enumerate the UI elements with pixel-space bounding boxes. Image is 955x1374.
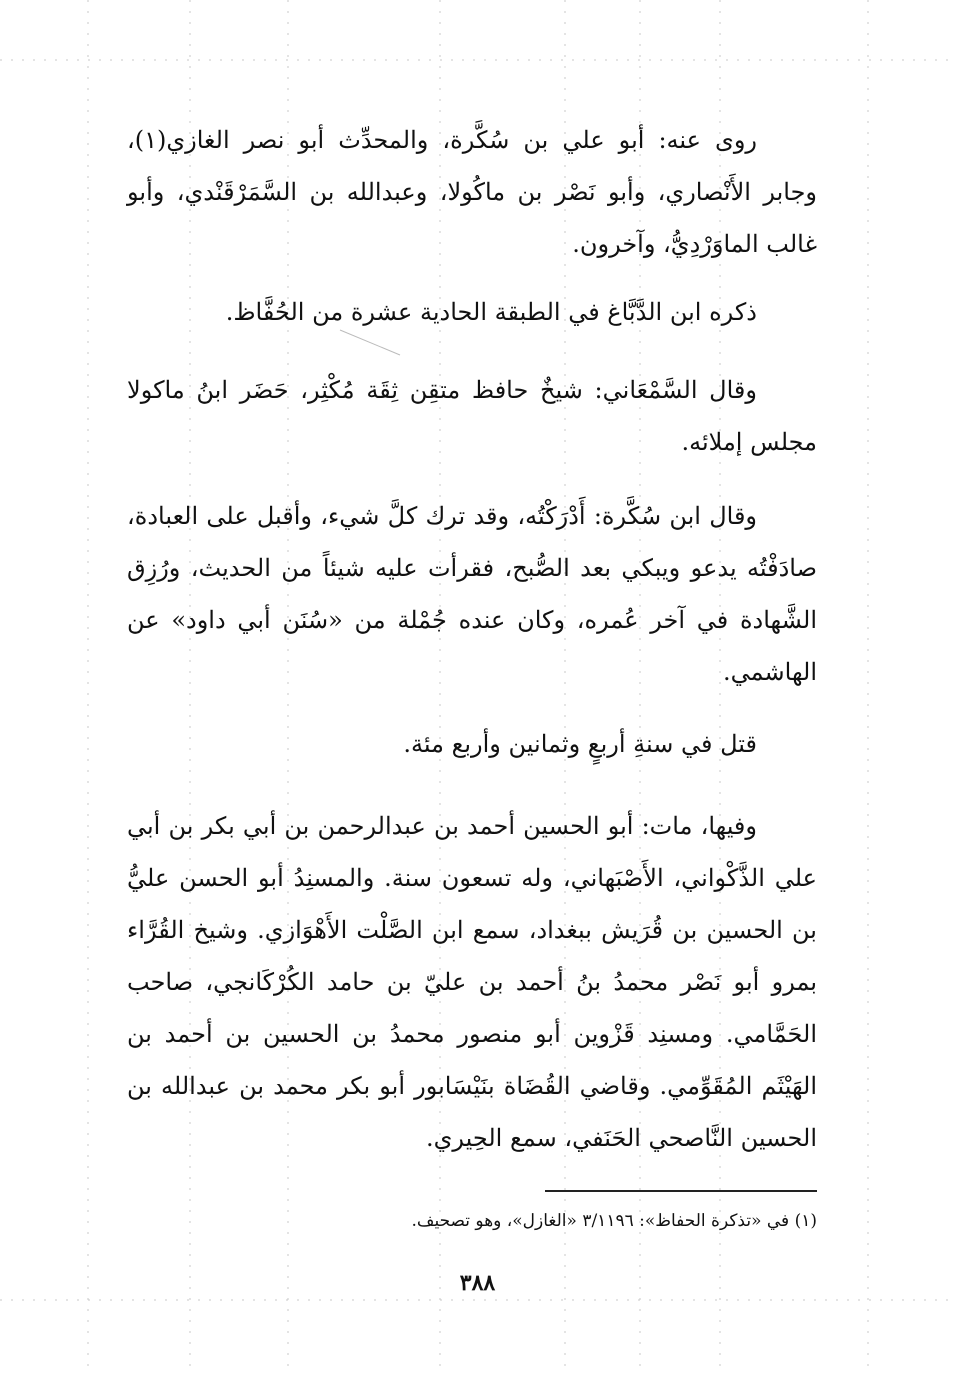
footnote-separator <box>545 1190 817 1192</box>
paragraph-narrators: روى عنه: أبو علي بن سُكَّرة، والمحدِّث أبو نصر الغازي(١)، وجابر الأَنْصاري، وأبو نَصْر بن ماكُولا، وعبدالله بن السَّمَرْقَنْدي، وأبو غالب الماوَرْدِيُّ، وآخرون. <box>127 126 817 258</box>
footnote: (١) في «تذكرة الحفاظ»: ٣/١١٩٦ «الغازل»، وهو تصحيف. <box>411 1211 817 1231</box>
paragraph-samani: وقال السَّمْعَاني: شيخٌ حافظ متقِن ثِقَة مُكْثِر، حَضَر ابنُ ماكولا مجلس إملائه. <box>127 376 817 456</box>
paragraph-ibn-sukkara: وقال ابن سُكَّرة: أَدْرَكْتُه، وقد ترك كلَّ شيء، وأقبل على العبادة، صادَفْتُه يدعو ويبكي بعد الصُّبح، فقرأت عليه شيئاً من الحديث، ورُزِق الشَّهادة في آخر عُمره، وكان عنده جُمْلة من «سُنَن أبي داود» عن الهاشمي. <box>127 502 817 686</box>
paragraph-death-year: قتل في سنةِ أربعٍ وثمانين وأربع مئة. <box>403 730 757 758</box>
paragraph-deaths-list: وفيها، مات: أبو الحسين أحمد بن عبدالرحمن بن أبي بكر بن أبي علي الذَّكْواني، الأَصْبَهاني، وله تسعون سنة. والمسنِدُ أبو الحسن عليُّ بن الحسين بن قُرَيش ببغداد، سمع ابن الصَّلْت الأَهْوَازي. وشيخ القُرَّاء بمرو أبو نَصْر محمدُ بنُ أحمد بن عليّ بن حامد الكُرْكَانجي، صاحب الحَمَّامي. ومسنِد قَزْوين أبو منصور محمدُ بن الحسين بن أحمد بن الهَيْثَم المُقَوِّمي. وقاضي القُضَاة بنَيْسَابور أبو بكر محمد بن عبدالله بن الحسين النَّاصحي الحَنَفي، سمع الحِيري. <box>127 812 817 1152</box>
page-number: ٣٨٨ <box>459 1270 496 1296</box>
paragraph-ibn-dabbagh: ذكره ابن الدَّبَّاغ في الطبقة الحادية عشرة من الحُفَّاظ. <box>225 298 757 326</box>
